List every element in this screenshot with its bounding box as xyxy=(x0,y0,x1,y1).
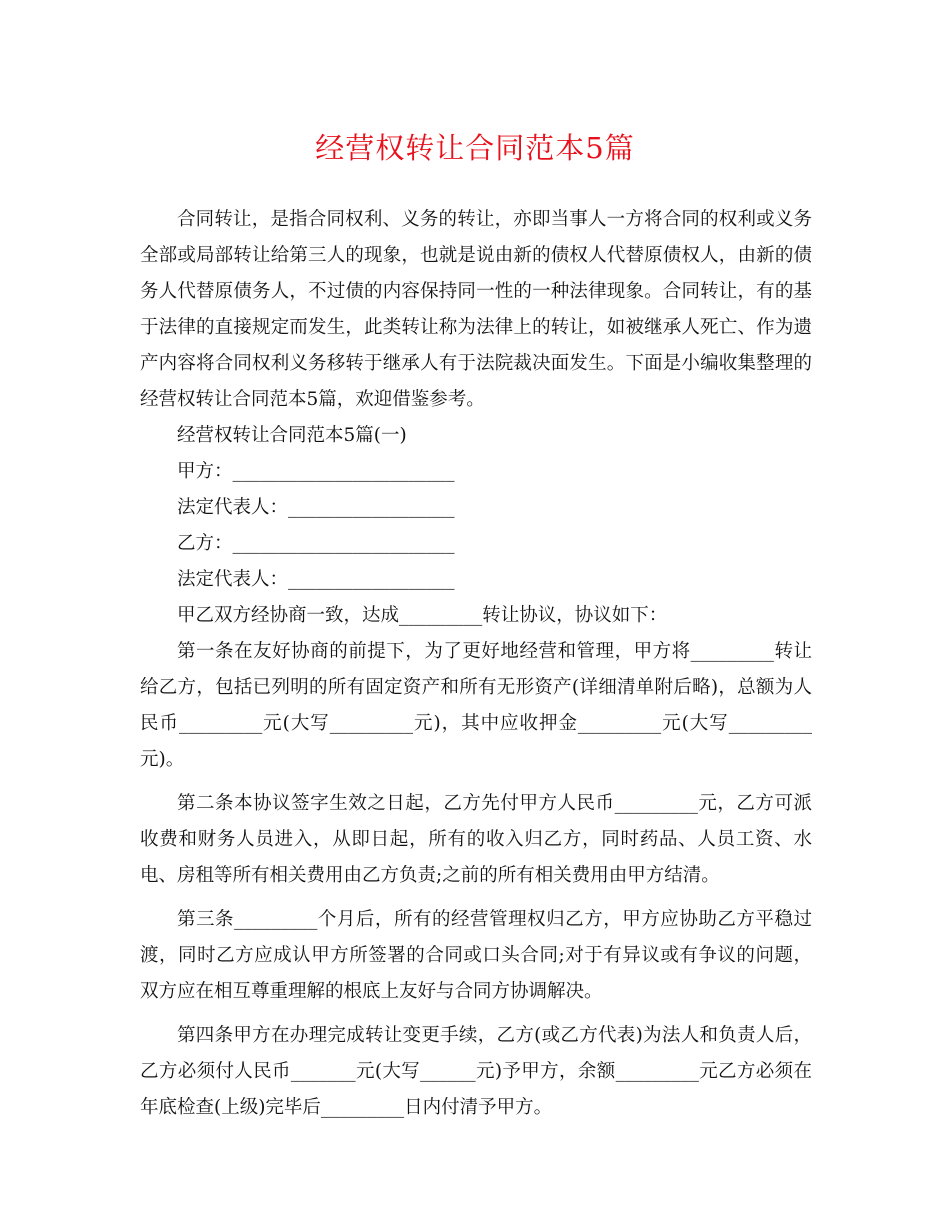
section-heading: 经营权转让合同范本5篇(一) xyxy=(177,425,407,446)
agreement-intro: 甲乙双方经协商一致，达成_________转让协议，协议如下： xyxy=(177,605,668,626)
document-body xyxy=(140,202,812,1126)
intro-paragraph: 合同转让，是指合同权利、义务的转让，亦即当事人一方将合同的权利或义务全部或局部转让给第三人的现象，也就是说由新的债权人代替原债权人，由新的债务人代替原债务人，不过债的内容保持同一性的一种法律现象。合同转让，有的基于法律的直接规定而发生，此类转让称为法律上的转让，如被继承人死亡、作为遗产内容将合同权利义务移转于继承人有于法院裁决面发生。下面是小编收集整理的经营权转让合同范本5篇，欢迎借鉴参考。 xyxy=(140,209,812,410)
party-b-representative-line: 法定代表人：__________________ xyxy=(177,569,455,590)
article-1: 第一条在友好协商的前提下，为了更好地经营和管理，甲方将_________转让给乙方，包括已列明的所有固定资产和所有无形资产(详细清单附后略)，总额为人民币_________元(大写_________元)，其中应收押金_________元(大写_________元)。 xyxy=(140,641,812,770)
party-b-line: 乙方：________________________ xyxy=(177,533,455,554)
party-a-line: 甲方：________________________ xyxy=(177,461,455,482)
document-title: 经营权转让合同范本5篇 xyxy=(315,131,635,165)
article-4: 第四条甲方在办理完成转让变更手续，乙方(或乙方代表)为法人和负责人后，乙方必须付人民币_______元(大写______元)予甲方，余额_________元乙方必须在年底检查(上级)完毕后_________日内付清予甲方。 xyxy=(140,1025,812,1118)
party-a-representative-line: 法定代表人：__________________ xyxy=(177,497,455,518)
article-2: 第二条本协议签字生效之日起，乙方先付甲方人民币_________元，乙方可派收费和财务人员进入，从即日起，所有的收入归乙方，同时药品、人员工资、水电、房租等所有相关费用由乙方负责;之前的所有相关费用由甲方结清。 xyxy=(140,793,812,886)
article-3: 第三条_________个月后，所有的经营管理权归乙方，甲方应协助乙方平稳过渡，同时乙方应成认甲方所签署的合同或口头合同;对于有异议或有争议的问题，双方应在相互尊重理解的根底上友好与合同方协调解决。 xyxy=(140,909,812,1002)
